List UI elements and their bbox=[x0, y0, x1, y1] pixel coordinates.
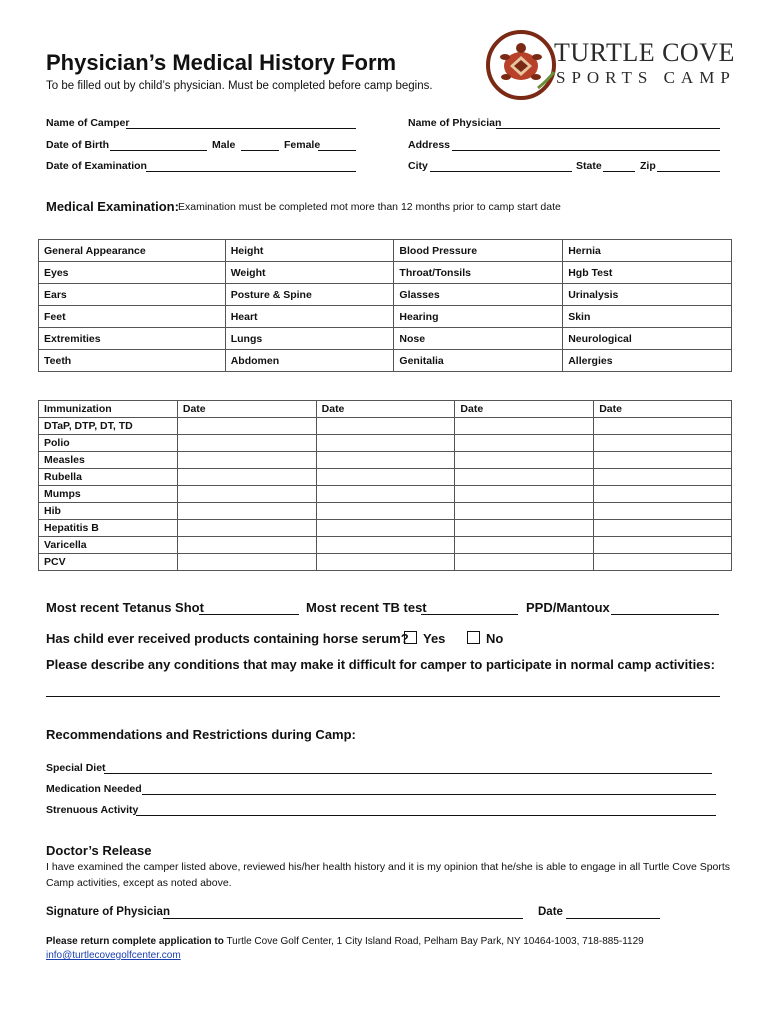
exam-row bbox=[39, 306, 732, 328]
immunization-date-cell[interactable] bbox=[594, 435, 732, 452]
immunization-date-cell[interactable] bbox=[455, 554, 594, 571]
immunization-date-cell[interactable] bbox=[316, 418, 455, 435]
immunization-date-cell[interactable] bbox=[455, 452, 594, 469]
name-of-camper-label: Name of Camper bbox=[46, 117, 130, 129]
immunization-date-cell[interactable] bbox=[594, 554, 732, 571]
return-address: Turtle Cove Golf Center, 1 City Island Road, Pelham Bay Park, NY 10464-1003, 718-885-1129 bbox=[226, 936, 644, 947]
exam-cell[interactable]: Ears bbox=[39, 284, 226, 306]
immunization-date-cell[interactable] bbox=[316, 469, 455, 486]
logo-subtitle: SPORTS CAMP bbox=[556, 68, 736, 87]
immunization-name: DTaP, DTP, DT, TD bbox=[39, 418, 178, 435]
immunization-name: PCV bbox=[39, 554, 178, 571]
yes-option[interactable] bbox=[404, 631, 445, 646]
return-label: Please return complete application to bbox=[46, 936, 224, 947]
exam-note: Examination must be completed mot more than 12 months prior to camp start date bbox=[178, 201, 561, 213]
name-of-camper-field[interactable] bbox=[126, 116, 356, 129]
state-label: State bbox=[576, 160, 602, 172]
immunization-row bbox=[39, 537, 732, 554]
page-subtitle: To be filled out by child’s physician. Must be completed before camp begins. bbox=[46, 80, 433, 92]
immunization-row bbox=[39, 435, 732, 452]
date-of-birth-label: Date of Birth bbox=[46, 139, 109, 151]
date-of-birth-field[interactable] bbox=[110, 138, 207, 151]
name-of-physician-field[interactable] bbox=[496, 116, 720, 129]
city-label: City bbox=[408, 160, 428, 172]
immunization-date-cell[interactable] bbox=[177, 452, 316, 469]
date-of-examination-field[interactable] bbox=[146, 159, 356, 172]
release-heading: Doctor’s Release bbox=[46, 843, 152, 858]
conditions-question: Please describe any conditions that may make it difficult for camper to participate in normal camp activities: bbox=[46, 657, 715, 672]
ppd-label: PPD/Mantoux bbox=[526, 600, 610, 615]
page-title: Physician’s Medical History Form bbox=[46, 50, 397, 75]
exam-cell[interactable]: General Appearance bbox=[39, 240, 226, 262]
name-of-physician-label: Name of Physician bbox=[408, 117, 502, 129]
male-label: Male bbox=[212, 139, 236, 151]
zip-field[interactable] bbox=[657, 159, 720, 172]
immunization-table bbox=[38, 400, 732, 571]
exam-row bbox=[39, 328, 732, 350]
strenuous-activity-label: Strenuous Activity bbox=[46, 804, 139, 816]
immunization-date-cell[interactable] bbox=[455, 486, 594, 503]
yes-label: Yes bbox=[423, 631, 446, 646]
exam-cell[interactable]: Genitalia bbox=[394, 350, 563, 372]
yes-checkbox[interactable] bbox=[404, 631, 417, 644]
medication-needed-label: Medication Needed bbox=[46, 783, 142, 795]
immunization-date-cell[interactable] bbox=[177, 469, 316, 486]
tetanus-label: Most recent Tetanus Shot bbox=[46, 600, 204, 615]
exam-cell[interactable]: Extremities bbox=[39, 328, 226, 350]
exam-heading: Medical Examination: bbox=[46, 199, 179, 214]
exam-row bbox=[39, 262, 732, 284]
no-checkbox[interactable] bbox=[467, 631, 480, 644]
conditions-field[interactable] bbox=[46, 684, 720, 697]
exam-table bbox=[38, 239, 732, 372]
zip-label: Zip bbox=[640, 160, 656, 172]
immunization-header-row bbox=[39, 401, 732, 418]
immunization-date-cell[interactable] bbox=[455, 418, 594, 435]
immunization-name: Hepatitis B bbox=[39, 520, 178, 537]
date-label: Date bbox=[538, 906, 563, 918]
female-field[interactable] bbox=[318, 138, 356, 151]
immunization-date-cell[interactable] bbox=[594, 418, 732, 435]
immunization-row bbox=[39, 520, 732, 537]
exam-cell[interactable]: Neurological bbox=[563, 328, 732, 350]
immunization-name: Polio bbox=[39, 435, 178, 452]
immunization-date-cell[interactable] bbox=[177, 537, 316, 554]
immunization-date-cell[interactable] bbox=[594, 486, 732, 503]
exam-cell[interactable]: Height bbox=[225, 240, 394, 262]
date-of-examination-label: Date of Examination bbox=[46, 160, 147, 172]
exam-cell[interactable]: Blood Pressure bbox=[394, 240, 563, 262]
exam-cell[interactable]: Lungs bbox=[225, 328, 394, 350]
tb-test-label: Most recent TB test bbox=[306, 600, 427, 615]
immunization-date-cell[interactable] bbox=[316, 554, 455, 571]
immunization-date-cell[interactable] bbox=[455, 435, 594, 452]
exam-cell[interactable]: Skin bbox=[563, 306, 732, 328]
immunization-date-cell[interactable] bbox=[594, 469, 732, 486]
release-text: I have examined the camper listed above, reviewed his/her health history and it is my opinion that he/she is able to engage in all Turtle Cove Sports Camp activities, except as noted above. bbox=[46, 861, 731, 889]
immunization-date-cell[interactable] bbox=[594, 537, 732, 554]
immunization-row bbox=[39, 418, 732, 435]
address-field[interactable] bbox=[452, 138, 720, 151]
exam-row bbox=[39, 284, 732, 306]
turtle-logo-icon bbox=[484, 28, 558, 102]
exam-cell[interactable]: Throat/Tonsils bbox=[394, 262, 563, 284]
horse-serum-question: Has child ever received products containing horse serum? bbox=[46, 631, 409, 646]
city-field[interactable] bbox=[430, 159, 572, 172]
immunization-date-cell[interactable] bbox=[316, 452, 455, 469]
state-field[interactable] bbox=[603, 159, 635, 172]
logo bbox=[484, 26, 744, 106]
exam-row bbox=[39, 350, 732, 372]
tetanus-field[interactable] bbox=[199, 601, 299, 615]
special-diet-label: Special Diet bbox=[46, 762, 106, 774]
immunization-date-cell[interactable] bbox=[455, 520, 594, 537]
immunization-date-cell[interactable] bbox=[316, 435, 455, 452]
no-label: No bbox=[486, 631, 504, 646]
date-field[interactable] bbox=[566, 905, 660, 919]
immunization-date-cell[interactable] bbox=[316, 520, 455, 537]
male-field[interactable] bbox=[241, 138, 279, 151]
exam-cell[interactable]: Hernia bbox=[563, 240, 732, 262]
strenuous-activity-field[interactable] bbox=[136, 803, 716, 816]
immunization-date-cell[interactable] bbox=[177, 520, 316, 537]
immunization-date-cell[interactable] bbox=[177, 503, 316, 520]
exam-cell[interactable]: Teeth bbox=[39, 350, 226, 372]
immunization-date-cell[interactable] bbox=[455, 503, 594, 520]
tb-test-field[interactable] bbox=[421, 601, 518, 615]
immunization-date-cell[interactable] bbox=[316, 503, 455, 520]
no-option[interactable] bbox=[467, 631, 503, 646]
immunization-row bbox=[39, 452, 732, 469]
ppd-field[interactable] bbox=[611, 601, 719, 615]
immunization-header: Immunization bbox=[39, 401, 178, 418]
date-header: Date bbox=[594, 401, 732, 418]
immunization-date-cell[interactable] bbox=[177, 486, 316, 503]
immunization-date-cell[interactable] bbox=[177, 418, 316, 435]
medication-needed-field[interactable] bbox=[142, 782, 716, 795]
immunization-date-cell[interactable] bbox=[594, 520, 732, 537]
signature-field[interactable] bbox=[163, 905, 523, 919]
immunization-date-cell[interactable] bbox=[177, 435, 316, 452]
exam-cell[interactable]: Feet bbox=[39, 306, 226, 328]
immunization-date-cell[interactable] bbox=[594, 503, 732, 520]
special-diet-field[interactable] bbox=[104, 761, 712, 774]
logo-title: TURTLE COVE bbox=[554, 38, 735, 67]
date-header: Date bbox=[316, 401, 455, 418]
address-label: Address bbox=[408, 139, 451, 151]
email-link[interactable]: info@turtlecovegolfcenter.com bbox=[46, 950, 181, 961]
immunization-name: Measles bbox=[39, 452, 178, 469]
signature-label: Signature of Physician bbox=[46, 906, 170, 918]
exam-cell[interactable]: Eyes bbox=[39, 262, 226, 284]
exam-cell[interactable]: Glasses bbox=[394, 284, 563, 306]
exam-cell[interactable]: Abdomen bbox=[225, 350, 394, 372]
date-header: Date bbox=[455, 401, 594, 418]
immunization-date-cell[interactable] bbox=[455, 537, 594, 554]
exam-cell[interactable]: Hgb Test bbox=[563, 262, 732, 284]
date-header: Date bbox=[177, 401, 316, 418]
exam-cell[interactable]: Urinalysis bbox=[563, 284, 732, 306]
immunization-row bbox=[39, 469, 732, 486]
immunization-date-cell[interactable] bbox=[316, 537, 455, 554]
immunization-date-cell[interactable] bbox=[455, 469, 594, 486]
recommendations-heading: Recommendations and Restrictions during Camp: bbox=[46, 727, 356, 742]
immunization-name: Varicella bbox=[39, 537, 178, 554]
exam-cell[interactable]: Posture & Spine bbox=[225, 284, 394, 306]
immunization-name: Mumps bbox=[39, 486, 178, 503]
immunization-name: Rubella bbox=[39, 469, 178, 486]
return-info bbox=[46, 936, 644, 947]
exam-cell[interactable]: Weight bbox=[225, 262, 394, 284]
exam-cell[interactable]: Nose bbox=[394, 328, 563, 350]
exam-cell[interactable]: Hearing bbox=[394, 306, 563, 328]
female-label: Female bbox=[284, 139, 321, 151]
immunization-row bbox=[39, 486, 732, 503]
immunization-date-cell[interactable] bbox=[177, 554, 316, 571]
immunization-name: Hib bbox=[39, 503, 178, 520]
exam-cell[interactable]: Allergies bbox=[563, 350, 732, 372]
immunization-date-cell[interactable] bbox=[594, 452, 732, 469]
exam-row bbox=[39, 240, 732, 262]
exam-cell[interactable]: Heart bbox=[225, 306, 394, 328]
immunization-row bbox=[39, 503, 732, 520]
immunization-row bbox=[39, 554, 732, 571]
immunization-date-cell[interactable] bbox=[316, 486, 455, 503]
